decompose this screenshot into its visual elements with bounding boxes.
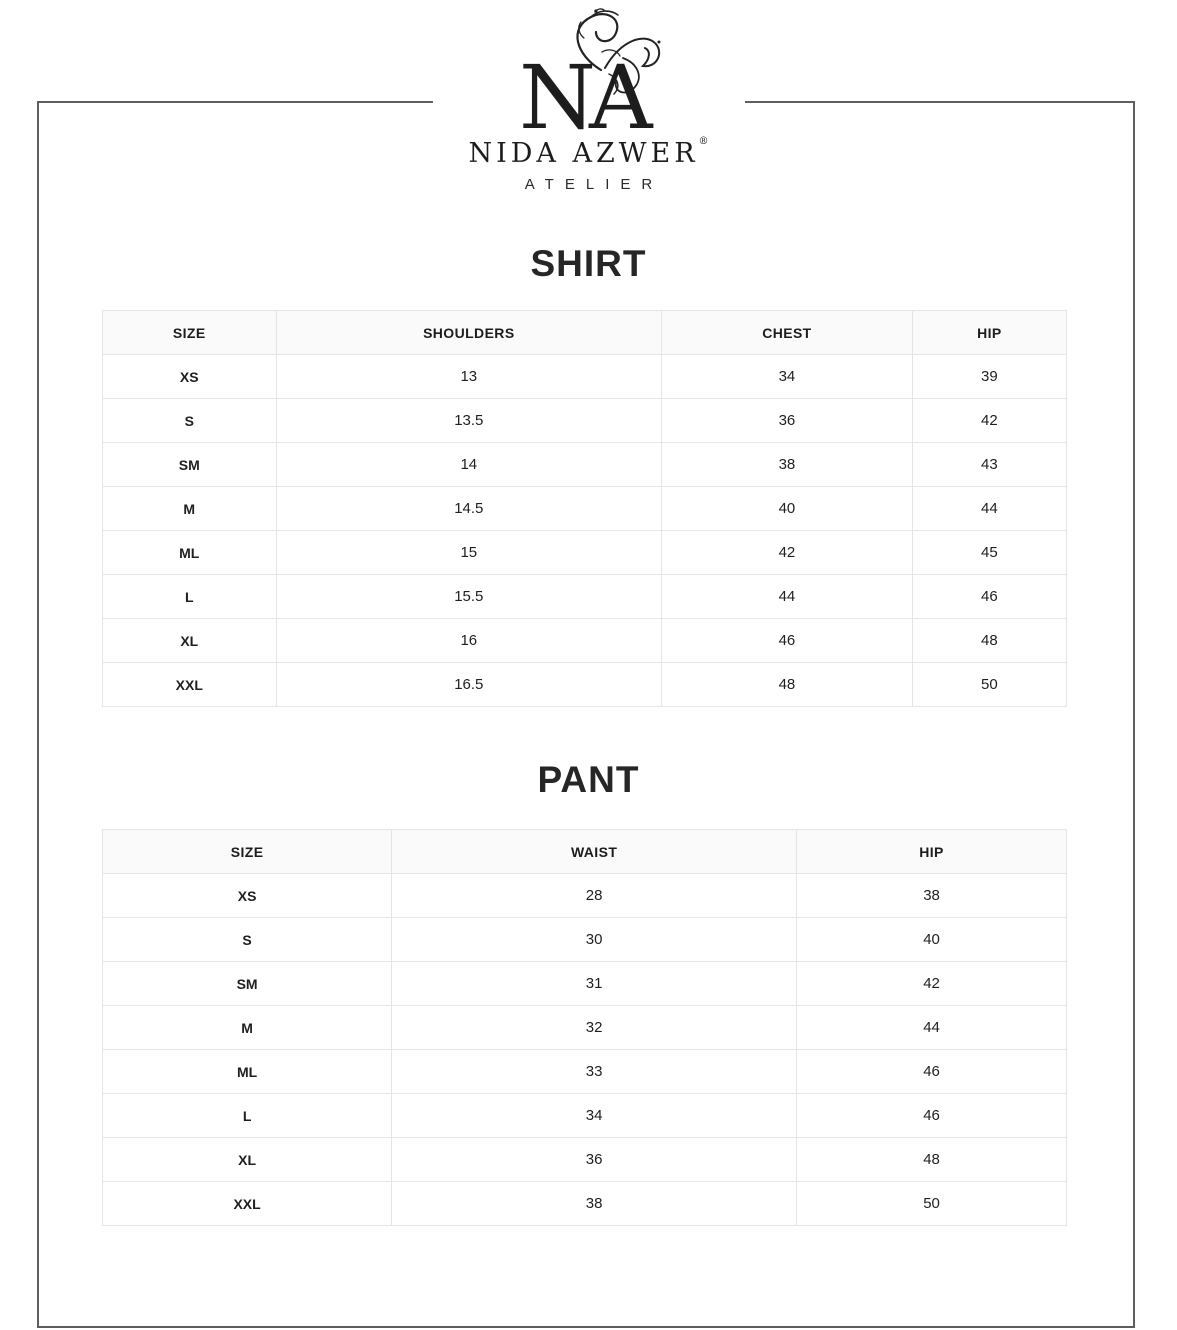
- size-cell: XS: [103, 874, 392, 918]
- value-cell: 13: [276, 355, 662, 399]
- value-cell: 42: [797, 962, 1067, 1006]
- value-cell: 36: [392, 1138, 797, 1182]
- table-row: [103, 874, 1067, 918]
- value-cell: 39: [912, 355, 1066, 399]
- registered-mark: ®: [698, 136, 709, 147]
- size-cell: SM: [103, 962, 392, 1006]
- value-cell: 40: [662, 487, 913, 531]
- size-cell: SM: [103, 443, 277, 487]
- table-row: [103, 1094, 1067, 1138]
- value-cell: 30: [392, 918, 797, 962]
- size-cell: M: [103, 1006, 392, 1050]
- pant-size-table: [102, 829, 1067, 1226]
- column-header: WAIST: [392, 830, 797, 874]
- value-cell: 14: [276, 443, 662, 487]
- value-cell: 42: [912, 399, 1066, 443]
- value-cell: 44: [797, 1006, 1067, 1050]
- column-header: CHEST: [662, 311, 913, 355]
- value-cell: 36: [662, 399, 913, 443]
- table-row: [103, 531, 1067, 575]
- table-row: [103, 918, 1067, 962]
- value-cell: 46: [797, 1094, 1067, 1138]
- table-row: [103, 962, 1067, 1006]
- size-cell: S: [103, 918, 392, 962]
- brand-name: NIDA AZWER®: [468, 136, 709, 169]
- value-cell: 40: [797, 918, 1067, 962]
- table-row: [103, 575, 1067, 619]
- brand-monogram-icon: [504, 8, 672, 134]
- table-row: [103, 1006, 1067, 1050]
- table-row: [103, 1138, 1067, 1182]
- value-cell: 16.5: [276, 663, 662, 707]
- size-cell: L: [103, 1094, 392, 1138]
- shirt-section-title: SHIRT: [530, 243, 647, 284]
- value-cell: 44: [662, 575, 913, 619]
- size-cell: ML: [103, 531, 277, 575]
- value-cell: 15: [276, 531, 662, 575]
- value-cell: 42: [662, 531, 913, 575]
- value-cell: 46: [912, 575, 1066, 619]
- table-row: [103, 1182, 1067, 1226]
- value-cell: 45: [912, 531, 1066, 575]
- size-cell: ML: [103, 1050, 392, 1094]
- size-cell: L: [103, 575, 277, 619]
- value-cell: 44: [912, 487, 1066, 531]
- value-cell: 50: [912, 663, 1066, 707]
- shirt-size-table: [102, 310, 1067, 707]
- table-row: [103, 355, 1067, 399]
- value-cell: 48: [797, 1138, 1067, 1182]
- column-header: SHOULDERS: [276, 311, 662, 355]
- size-cell: XL: [103, 1138, 392, 1182]
- header-row: [103, 830, 1067, 874]
- value-cell: 38: [392, 1182, 797, 1226]
- header-row: [103, 311, 1067, 355]
- brand-logo: [432, 8, 744, 199]
- value-cell: 34: [392, 1094, 797, 1138]
- size-cell: S: [103, 399, 277, 443]
- table-row: [103, 619, 1067, 663]
- size-cell: XXL: [103, 663, 277, 707]
- table-row: [103, 663, 1067, 707]
- value-cell: 28: [392, 874, 797, 918]
- value-cell: 31: [392, 962, 797, 1006]
- value-cell: 38: [797, 874, 1067, 918]
- brand-subtitle: ATELIER: [524, 176, 664, 193]
- value-cell: 32: [392, 1006, 797, 1050]
- svg-text:NA: NA: [518, 46, 646, 134]
- column-header: HIP: [797, 830, 1067, 874]
- value-cell: 34: [662, 355, 913, 399]
- size-cell: M: [103, 487, 277, 531]
- value-cell: 48: [912, 619, 1066, 663]
- table-row: [103, 399, 1067, 443]
- table-row: [103, 487, 1067, 531]
- value-cell: 38: [662, 443, 913, 487]
- value-cell: 46: [797, 1050, 1067, 1094]
- table-row: [103, 443, 1067, 487]
- value-cell: 16: [276, 619, 662, 663]
- column-header: SIZE: [103, 830, 392, 874]
- size-cell: XXL: [103, 1182, 392, 1226]
- value-cell: 33: [392, 1050, 797, 1094]
- column-header: HIP: [912, 311, 1066, 355]
- table-row: [103, 1050, 1067, 1094]
- value-cell: 50: [797, 1182, 1067, 1226]
- pant-section-title: PANT: [537, 759, 640, 800]
- value-cell: 46: [662, 619, 913, 663]
- value-cell: 15.5: [276, 575, 662, 619]
- value-cell: 14.5: [276, 487, 662, 531]
- value-cell: 48: [662, 663, 913, 707]
- size-cell: XS: [103, 355, 277, 399]
- size-cell: XL: [103, 619, 277, 663]
- value-cell: 43: [912, 443, 1066, 487]
- column-header: SIZE: [103, 311, 277, 355]
- value-cell: 13.5: [276, 399, 662, 443]
